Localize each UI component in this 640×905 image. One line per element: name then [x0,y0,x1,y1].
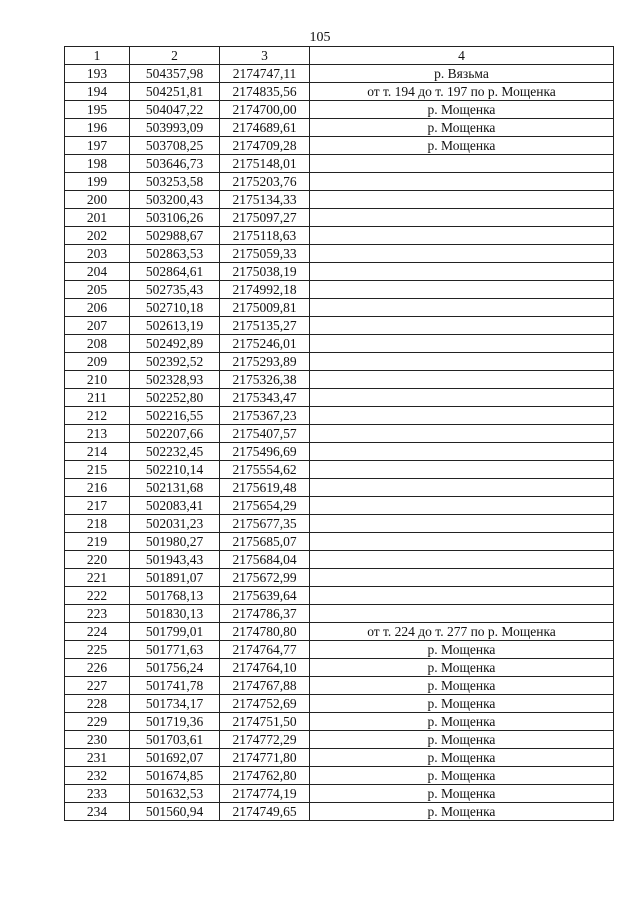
description-cell: р. Вязьма [310,65,614,83]
x-coordinate-cell: 502216,55 [130,407,220,425]
point-number-cell: 209 [65,353,130,371]
y-coordinate-cell: 2175677,35 [220,515,310,533]
x-coordinate-cell: 501703,61 [130,731,220,749]
description-cell [310,587,614,605]
description-cell [310,551,614,569]
point-number-cell: 232 [65,767,130,785]
table-row [65,587,614,605]
table-row [65,335,614,353]
y-coordinate-cell: 2175038,19 [220,263,310,281]
description-cell [310,245,614,263]
description-cell: р. Мощенка [310,659,614,677]
point-number-cell: 229 [65,713,130,731]
x-coordinate-cell: 502252,80 [130,389,220,407]
point-number-cell: 227 [65,677,130,695]
y-coordinate-cell: 2175619,48 [220,479,310,497]
x-coordinate-cell: 502210,14 [130,461,220,479]
description-cell [310,515,614,533]
table-row [65,803,614,821]
table-row [65,461,614,479]
description-cell [310,191,614,209]
description-cell [310,353,614,371]
y-coordinate-cell: 2174764,10 [220,659,310,677]
y-coordinate-cell: 2175134,33 [220,191,310,209]
y-coordinate-cell: 2175293,89 [220,353,310,371]
description-cell: р. Мощенка [310,641,614,659]
table-row [65,605,614,623]
y-coordinate-cell: 2174689,61 [220,119,310,137]
y-coordinate-cell: 2175135,27 [220,317,310,335]
x-coordinate-cell: 502392,52 [130,353,220,371]
table-row [65,713,614,731]
table-row [65,551,614,569]
x-coordinate-cell: 501768,13 [130,587,220,605]
header-col-4: 4 [310,47,614,65]
point-number-cell: 199 [65,173,130,191]
point-number-cell: 221 [65,569,130,587]
table-row [65,677,614,695]
x-coordinate-cell: 503708,25 [130,137,220,155]
table-row [65,119,614,137]
table-row [65,659,614,677]
y-coordinate-cell: 2175246,01 [220,335,310,353]
table-row [65,407,614,425]
x-coordinate-cell: 503106,26 [130,209,220,227]
point-number-cell: 219 [65,533,130,551]
table-header [65,47,614,65]
description-cell: р. Мощенка [310,785,614,803]
x-coordinate-cell: 502863,53 [130,245,220,263]
x-coordinate-cell: 501756,24 [130,659,220,677]
table-row [65,767,614,785]
x-coordinate-cell: 502735,43 [130,281,220,299]
x-coordinate-cell: 501830,13 [130,605,220,623]
x-coordinate-cell: 503253,58 [130,173,220,191]
table-row [65,623,614,641]
y-coordinate-cell: 2174762,80 [220,767,310,785]
description-cell [310,461,614,479]
table-row [65,173,614,191]
point-number-cell: 215 [65,461,130,479]
x-coordinate-cell: 501632,53 [130,785,220,803]
x-coordinate-cell: 504251,81 [130,83,220,101]
description-cell [310,299,614,317]
x-coordinate-cell: 501560,94 [130,803,220,821]
description-cell [310,569,614,587]
description-cell [310,173,614,191]
x-coordinate-cell: 501943,43 [130,551,220,569]
point-number-cell: 217 [65,497,130,515]
table-body [65,65,614,821]
y-coordinate-cell: 2174774,19 [220,785,310,803]
x-coordinate-cell: 502031,23 [130,515,220,533]
x-coordinate-cell: 501692,07 [130,749,220,767]
x-coordinate-cell: 501771,63 [130,641,220,659]
point-number-cell: 212 [65,407,130,425]
y-coordinate-cell: 2174747,11 [220,65,310,83]
x-coordinate-cell: 501741,78 [130,677,220,695]
y-coordinate-cell: 2175672,99 [220,569,310,587]
point-number-cell: 225 [65,641,130,659]
y-coordinate-cell: 2175097,27 [220,209,310,227]
y-coordinate-cell: 2175654,29 [220,497,310,515]
y-coordinate-cell: 2175684,04 [220,551,310,569]
description-cell [310,281,614,299]
table-row [65,263,614,281]
table-row [65,443,614,461]
description-cell [310,497,614,515]
point-number-cell: 203 [65,245,130,263]
x-coordinate-cell: 501674,85 [130,767,220,785]
point-number-cell: 213 [65,425,130,443]
point-number-cell: 222 [65,587,130,605]
y-coordinate-cell: 2174772,29 [220,731,310,749]
y-coordinate-cell: 2175118,63 [220,227,310,245]
table-row [65,641,614,659]
description-cell [310,533,614,551]
point-number-cell: 226 [65,659,130,677]
header-col-2: 2 [130,47,220,65]
point-number-cell: 223 [65,605,130,623]
table-row [65,83,614,101]
y-coordinate-cell: 2174752,69 [220,695,310,713]
table-row [65,227,614,245]
point-number-cell: 200 [65,191,130,209]
table-row [65,731,614,749]
point-number-cell: 195 [65,101,130,119]
point-number-cell: 230 [65,731,130,749]
point-number-cell: 206 [65,299,130,317]
table-row [65,191,614,209]
table-row [65,371,614,389]
description-cell [310,227,614,245]
description-cell [310,335,614,353]
y-coordinate-cell: 2175685,07 [220,533,310,551]
description-cell: от т. 194 до т. 197 по р. Мощенка [310,83,614,101]
description-cell [310,443,614,461]
table-row [65,101,614,119]
table-row [65,317,614,335]
description-cell [310,263,614,281]
table-row [65,497,614,515]
x-coordinate-cell: 504357,98 [130,65,220,83]
y-coordinate-cell: 2174751,50 [220,713,310,731]
point-number-cell: 231 [65,749,130,767]
point-number-cell: 202 [65,227,130,245]
point-number-cell: 208 [65,335,130,353]
x-coordinate-cell: 503200,43 [130,191,220,209]
description-cell: р. Мощенка [310,677,614,695]
y-coordinate-cell: 2175639,64 [220,587,310,605]
description-cell: р. Мощенка [310,137,614,155]
description-cell: р. Мощенка [310,119,614,137]
x-coordinate-cell: 503993,09 [130,119,220,137]
point-number-cell: 211 [65,389,130,407]
y-coordinate-cell: 2174767,88 [220,677,310,695]
y-coordinate-cell: 2175554,62 [220,461,310,479]
table-row [65,299,614,317]
description-cell: р. Мощенка [310,767,614,785]
description-cell [310,605,614,623]
point-number-cell: 214 [65,443,130,461]
table-row [65,137,614,155]
y-coordinate-cell: 2174771,80 [220,749,310,767]
y-coordinate-cell: 2174786,37 [220,605,310,623]
x-coordinate-cell: 502864,61 [130,263,220,281]
point-number-cell: 216 [65,479,130,497]
point-number-cell: 196 [65,119,130,137]
header-col-1: 1 [65,47,130,65]
point-number-cell: 205 [65,281,130,299]
y-coordinate-cell: 2174700,00 [220,101,310,119]
x-coordinate-cell: 502988,67 [130,227,220,245]
x-coordinate-cell: 502083,41 [130,497,220,515]
table-row [65,749,614,767]
point-number-cell: 207 [65,317,130,335]
y-coordinate-cell: 2175496,69 [220,443,310,461]
x-coordinate-cell: 501719,36 [130,713,220,731]
table-row [65,515,614,533]
point-number-cell: 220 [65,551,130,569]
table-row [65,479,614,497]
description-cell [310,425,614,443]
x-coordinate-cell: 502207,66 [130,425,220,443]
description-cell [310,209,614,227]
table-row [65,155,614,173]
y-coordinate-cell: 2174992,18 [220,281,310,299]
x-coordinate-cell: 502613,19 [130,317,220,335]
point-number-cell: 234 [65,803,130,821]
point-number-cell: 218 [65,515,130,533]
point-number-cell: 197 [65,137,130,155]
x-coordinate-cell: 501980,27 [130,533,220,551]
y-coordinate-cell: 2175059,33 [220,245,310,263]
x-coordinate-cell: 502232,45 [130,443,220,461]
x-coordinate-cell: 501734,17 [130,695,220,713]
y-coordinate-cell: 2175343,47 [220,389,310,407]
y-coordinate-cell: 2175203,76 [220,173,310,191]
header-col-3: 3 [220,47,310,65]
y-coordinate-cell: 2175009,81 [220,299,310,317]
point-number-cell: 204 [65,263,130,281]
y-coordinate-cell: 2175367,23 [220,407,310,425]
table-row [65,281,614,299]
x-coordinate-cell: 502710,18 [130,299,220,317]
description-cell: р. Мощенка [310,101,614,119]
x-coordinate-cell: 501799,01 [130,623,220,641]
x-coordinate-cell: 501891,07 [130,569,220,587]
description-cell [310,479,614,497]
table-row [65,569,614,587]
description-cell: р. Мощенка [310,713,614,731]
point-number-cell: 201 [65,209,130,227]
point-number-cell: 210 [65,371,130,389]
table-row [65,353,614,371]
description-cell [310,155,614,173]
y-coordinate-cell: 2174764,77 [220,641,310,659]
point-number-cell: 228 [65,695,130,713]
table-row [65,695,614,713]
table-row [65,245,614,263]
header-row [65,47,614,65]
description-cell [310,317,614,335]
table-row [65,209,614,227]
x-coordinate-cell: 502131,68 [130,479,220,497]
point-number-cell: 193 [65,65,130,83]
table-row [65,65,614,83]
table-row [65,533,614,551]
description-cell: р. Мощенка [310,803,614,821]
description-cell: р. Мощенка [310,695,614,713]
y-coordinate-cell: 2175407,57 [220,425,310,443]
y-coordinate-cell: 2175326,38 [220,371,310,389]
table-row [65,425,614,443]
x-coordinate-cell: 503646,73 [130,155,220,173]
description-cell: р. Мощенка [310,731,614,749]
y-coordinate-cell: 2174709,28 [220,137,310,155]
y-coordinate-cell: 2174749,65 [220,803,310,821]
point-number-cell: 198 [65,155,130,173]
description-cell: р. Мощенка [310,749,614,767]
point-number-cell: 224 [65,623,130,641]
y-coordinate-cell: 2174780,80 [220,623,310,641]
x-coordinate-cell: 504047,22 [130,101,220,119]
page-number: 105 [309,30,331,45]
x-coordinate-cell: 502492,89 [130,335,220,353]
table-row [65,389,614,407]
description-cell [310,371,614,389]
description-cell: от т. 224 до т. 277 по р. Мощенка [310,623,614,641]
point-number-cell: 233 [65,785,130,803]
y-coordinate-cell: 2175148,01 [220,155,310,173]
y-coordinate-cell: 2174835,56 [220,83,310,101]
coordinates-table [64,46,614,821]
table-row [65,785,614,803]
x-coordinate-cell: 502328,93 [130,371,220,389]
point-number-cell: 194 [65,83,130,101]
description-cell [310,407,614,425]
description-cell [310,389,614,407]
